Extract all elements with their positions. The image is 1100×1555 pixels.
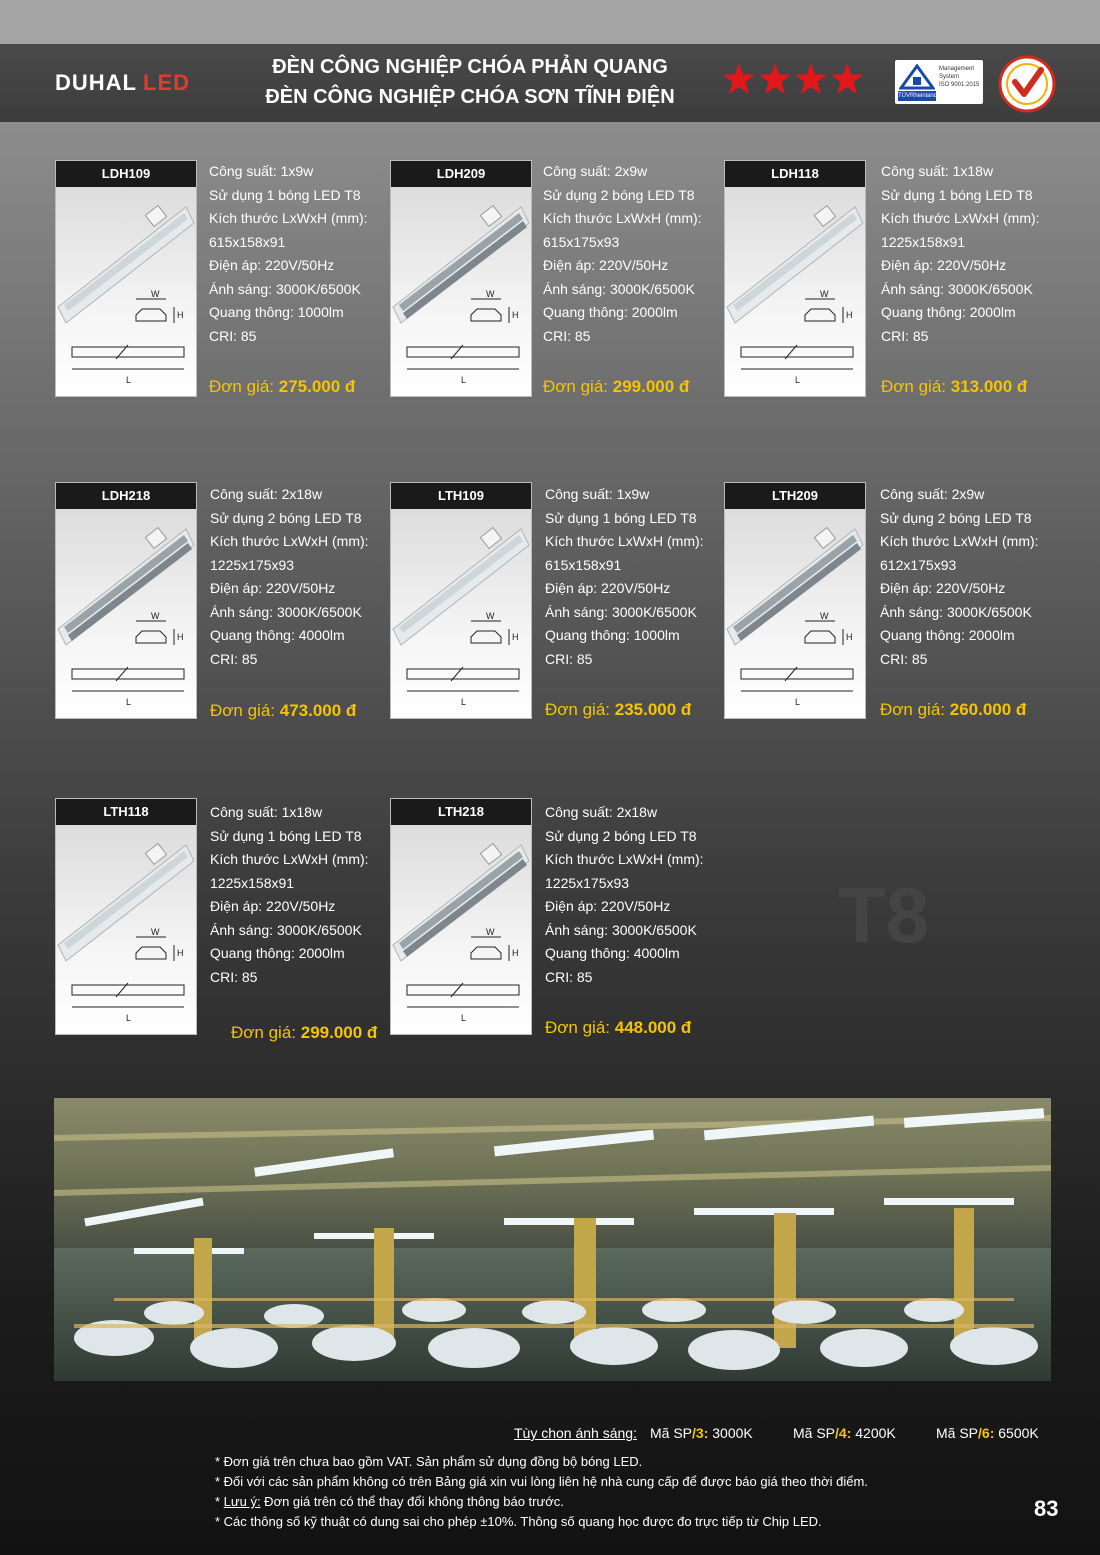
product-price (209, 377, 355, 397)
dim-l-label: L (126, 1013, 132, 1023)
product-photo (725, 509, 865, 718)
spec-size-label: Kích thước LxWxH (mm): (545, 851, 704, 867)
logo-text-led: LED (143, 70, 190, 95)
option-prefix: Mã SP (650, 1425, 693, 1441)
product-photo (391, 509, 531, 718)
product-price (210, 701, 356, 721)
price-label: Đơn giá: (880, 700, 946, 719)
spec-light: Ánh sáng: 3000K/6500K (209, 280, 361, 297)
dim-h-label: H (846, 310, 853, 320)
spec-light: Ánh sáng: 3000K/6500K (543, 280, 695, 297)
spec-power: Công suất: 1x9w (545, 486, 650, 502)
price-value: 235.000 đ (614, 700, 692, 719)
product-specs (881, 160, 1040, 348)
dim-h-label: H (512, 632, 519, 642)
product-specs (545, 483, 704, 671)
price-value: 260.000 đ (949, 700, 1027, 719)
dim-w-label: W (151, 611, 160, 621)
spec-size: 1225x175x93 (210, 556, 295, 573)
note-vat: * Đơn giá trên chưa bao gồm VAT. Sản phẩm sử dụng đồng bộ bóng LED. (215, 1454, 643, 1469)
dim-h-label: H (177, 948, 184, 958)
spec-size-label: Kích thước LxWxH (mm): (545, 533, 704, 549)
product-card-lth209 (724, 482, 866, 719)
product-photo (391, 825, 531, 1034)
product-photo (56, 187, 196, 396)
spec-size-label: Kích thước LxWxH (mm): (209, 210, 368, 226)
price-value: 448.000 đ (614, 1018, 692, 1037)
note-prefix: * (215, 1494, 224, 1509)
product-card-ldh109 (55, 160, 197, 397)
fixture-diagram (56, 187, 196, 396)
spec-power: Công suất: 1x9w (209, 163, 314, 179)
product-photo (725, 187, 865, 396)
price-label: Đơn giá: (231, 1023, 297, 1042)
spec-size: 1225x175x93 (545, 874, 630, 891)
spec-voltage: Điện áp: 220V/50Hz (543, 257, 669, 273)
spec-power: Công suất: 2x18w (210, 486, 323, 502)
spec-cri: CRI: 85 (543, 327, 591, 344)
spec-size-label: Kích thước LxWxH (mm): (210, 851, 369, 867)
cert-line: ISO 9001:2015 (939, 82, 980, 88)
fixture-diagram (56, 509, 196, 718)
spec-light: Ánh sáng: 3000K/6500K (545, 921, 697, 938)
price-label: Đơn giá: (543, 377, 609, 396)
price-label: Đơn giá: (545, 1018, 611, 1037)
fixture-diagram (725, 187, 865, 396)
spec-flux: Quang thông: 1000lm (545, 627, 680, 643)
product-card-lth218 (390, 798, 532, 1035)
note-price-change (215, 1492, 868, 1512)
spec-size-label: Kích thước LxWxH (mm): (880, 533, 1039, 549)
spec-light: Ánh sáng: 3000K/6500K (545, 603, 697, 620)
spec-voltage: Điện áp: 220V/50Hz (209, 257, 335, 273)
product-price (543, 377, 689, 397)
option-code: /4: (835, 1425, 852, 1441)
cert-line: System (939, 74, 960, 80)
light-option-4200k (793, 1425, 896, 1441)
spec-size-label: Kích thước LxWxH (mm): (210, 533, 369, 549)
star-icon (758, 62, 792, 96)
product-photo (56, 509, 196, 718)
product-card-ldh218 (55, 482, 197, 719)
spec-voltage: Điện áp: 220V/50Hz (210, 580, 336, 596)
spec-voltage: Điện áp: 220V/50Hz (545, 580, 671, 596)
duhal-led-logo (55, 70, 190, 96)
spec-flux: Quang thông: 2000lm (543, 304, 678, 320)
cert-line: Management (939, 66, 975, 72)
price-label: Đơn giá: (209, 377, 275, 396)
quality-award-seal-icon (997, 54, 1057, 114)
spec-light: Ánh sáng: 3000K/6500K (880, 603, 1032, 620)
price-value: 299.000 đ (612, 377, 690, 396)
price-value: 275.000 đ (278, 377, 356, 396)
product-code: LTH118 (56, 799, 196, 825)
star-icon (830, 62, 864, 96)
product-card-lth109 (390, 482, 532, 719)
spec-voltage: Điện áp: 220V/50Hz (545, 898, 671, 914)
fixture-diagram (725, 509, 865, 718)
dim-h-label: H (846, 632, 853, 642)
dim-h-label: H (177, 632, 184, 642)
product-code: LDH209 (391, 161, 531, 187)
spec-flux: Quang thông: 4000lm (545, 945, 680, 961)
rating-stars (722, 62, 864, 96)
product-specs (880, 483, 1039, 671)
spec-cri: CRI: 85 (545, 968, 593, 985)
spec-flux: Quang thông: 4000lm (210, 627, 345, 643)
note-contact: * Đối với các sản phẩm không có trên Bảng giá xin vui lòng liên hệ nhà cung cấp để được báo giá theo thời điểm. (215, 1474, 868, 1489)
fixture-diagram (391, 825, 531, 1034)
light-options-label: Tùy chon ánh sáng: (514, 1425, 637, 1441)
dim-w-label: W (486, 927, 495, 937)
dim-w-label: W (820, 611, 829, 621)
product-price (545, 700, 691, 720)
dim-h-label: H (512, 310, 519, 320)
dim-l-label: L (126, 697, 132, 707)
product-code: LDH109 (56, 161, 196, 187)
spec-voltage: Điện áp: 220V/50Hz (881, 257, 1007, 273)
note-tolerance: * Các thông số kỹ thuật có dung sai cho phép ±10%. Thông số quang học được đo trực tiếp từ Chip LED. (215, 1514, 822, 1529)
product-specs (545, 801, 704, 989)
factory-photo (54, 1098, 1051, 1381)
star-icon (722, 62, 756, 96)
dim-l-label: L (795, 375, 801, 385)
product-code: LTH218 (391, 799, 531, 825)
spec-power: Công suất: 1x18w (210, 804, 323, 820)
note-label: Lưu ý: (223, 1494, 261, 1509)
product-price (881, 377, 1027, 397)
dim-l-label: L (461, 375, 467, 385)
dim-w-label: W (486, 289, 495, 299)
spec-size: 1225x158x91 (210, 874, 295, 891)
page-title-line2: ĐÈN CÔNG NGHIỆP CHÓA SƠN TĨNH ĐIỆN (265, 86, 675, 108)
product-price (231, 1023, 377, 1043)
product-card-ldh118 (724, 160, 866, 397)
spec-cri: CRI: 85 (210, 968, 258, 985)
page-title-line1: ĐÈN CÔNG NGHIỆP CHÓA PHẢN QUANG (272, 56, 668, 78)
spec-cri: CRI: 85 (210, 650, 258, 667)
dim-w-label: W (151, 289, 160, 299)
spec-usage: Sử dụng 1 bóng LED T8 (210, 827, 362, 844)
spec-size: 615x158x91 (209, 233, 286, 250)
spec-usage: Sử dụng 1 bóng LED T8 (209, 186, 361, 203)
spec-size: 1225x158x91 (881, 233, 966, 250)
product-code: LTH109 (391, 483, 531, 509)
spec-size: 615x158x91 (545, 556, 622, 573)
option-prefix: Mã SP (793, 1425, 836, 1441)
logo-text-duhal: DUHAL (55, 70, 137, 95)
factory-illustration (54, 1098, 1051, 1381)
dim-h-label: H (512, 948, 519, 958)
spec-cri: CRI: 85 (545, 650, 593, 667)
spec-usage: Sử dụng 2 bóng LED T8 (543, 186, 695, 203)
dim-w-label: W (151, 927, 160, 937)
product-photo (56, 825, 196, 1034)
spec-power: Công suất: 2x9w (543, 163, 648, 179)
tuv-triangle-icon (899, 64, 935, 90)
tuv-label: TÜVRheinland (898, 93, 938, 99)
spec-usage: Sử dụng 1 bóng LED T8 (545, 509, 697, 526)
price-label: Đơn giá: (881, 377, 947, 396)
product-code: LDH218 (56, 483, 196, 509)
product-specs (210, 483, 369, 671)
fixture-diagram (391, 509, 531, 718)
star-icon (794, 62, 828, 96)
light-option-3000k (650, 1425, 753, 1441)
product-card-ldh209 (390, 160, 532, 397)
option-value: 4200K (855, 1425, 896, 1441)
tuv-certification-badge (895, 60, 983, 104)
option-value: 6500K (998, 1425, 1039, 1441)
t8-watermark: T8 (838, 871, 930, 959)
fixture-diagram (391, 187, 531, 396)
light-option-6500k (936, 1425, 1039, 1441)
dim-l-label: L (461, 697, 467, 707)
cert-text (939, 65, 979, 89)
fixture-diagram (56, 825, 196, 1034)
option-prefix: Mã SP (936, 1425, 979, 1441)
footnotes (215, 1452, 868, 1532)
spec-size-label: Kích thước LxWxH (mm): (881, 210, 1040, 226)
spec-cri: CRI: 85 (880, 650, 928, 667)
spec-cri: CRI: 85 (881, 327, 929, 344)
spec-size-label: Kích thước LxWxH (mm): (543, 210, 702, 226)
spec-light: Ánh sáng: 3000K/6500K (210, 921, 362, 938)
spec-flux: Quang thông: 2000lm (880, 627, 1015, 643)
spec-size: 612x175x93 (880, 556, 957, 573)
spec-usage: Sử dụng 2 bóng LED T8 (210, 509, 362, 526)
dim-h-label: H (177, 310, 184, 320)
spec-flux: Quang thông: 2000lm (881, 304, 1016, 320)
spec-usage: Sử dụng 2 bóng LED T8 (880, 509, 1032, 526)
spec-power: Công suất: 2x18w (545, 804, 658, 820)
spec-voltage: Điện áp: 220V/50Hz (210, 898, 336, 914)
spec-light: Ánh sáng: 3000K/6500K (210, 603, 362, 620)
spec-size: 615x175x93 (543, 233, 620, 250)
dim-w-label: W (820, 289, 829, 299)
spec-power: Công suất: 1x18w (881, 163, 994, 179)
spec-flux: Quang thông: 1000lm (209, 304, 344, 320)
option-code: /3: (692, 1425, 709, 1441)
page-number: 83 (1034, 1496, 1059, 1521)
spec-flux: Quang thông: 2000lm (210, 945, 345, 961)
price-label: Đơn giá: (210, 701, 276, 720)
spec-usage: Sử dụng 2 bóng LED T8 (545, 827, 697, 844)
product-code: LTH209 (725, 483, 865, 509)
spec-usage: Sử dụng 1 bóng LED T8 (881, 186, 1033, 203)
note-text: Đơn giá trên có thể thay đổi không thông báo trước. (260, 1494, 564, 1509)
top-band (0, 0, 1100, 44)
price-value: 473.000 đ (279, 701, 357, 720)
product-specs (209, 160, 368, 348)
dim-l-label: L (795, 697, 801, 707)
option-code: /6: (978, 1425, 995, 1441)
price-label: Đơn giá: (545, 700, 611, 719)
page-header (0, 44, 1100, 122)
dim-l-label: L (461, 1013, 467, 1023)
product-price (545, 1018, 691, 1038)
dim-l-label: L (126, 375, 132, 385)
spec-light: Ánh sáng: 3000K/6500K (881, 280, 1033, 297)
product-specs (210, 801, 369, 989)
spec-cri: CRI: 85 (209, 327, 257, 344)
product-price (880, 700, 1026, 720)
option-value: 3000K (712, 1425, 753, 1441)
product-specs (543, 160, 702, 348)
light-options-label-wrap (514, 1425, 637, 1441)
spec-voltage: Điện áp: 220V/50Hz (880, 580, 1006, 596)
price-value: 313.000 đ (950, 377, 1028, 396)
spec-power: Công suất: 2x9w (880, 486, 985, 502)
product-card-lth118 (55, 798, 197, 1035)
dim-w-label: W (486, 611, 495, 621)
price-value: 299.000 đ (300, 1023, 378, 1042)
product-photo (391, 187, 531, 396)
product-code: LDH118 (725, 161, 865, 187)
